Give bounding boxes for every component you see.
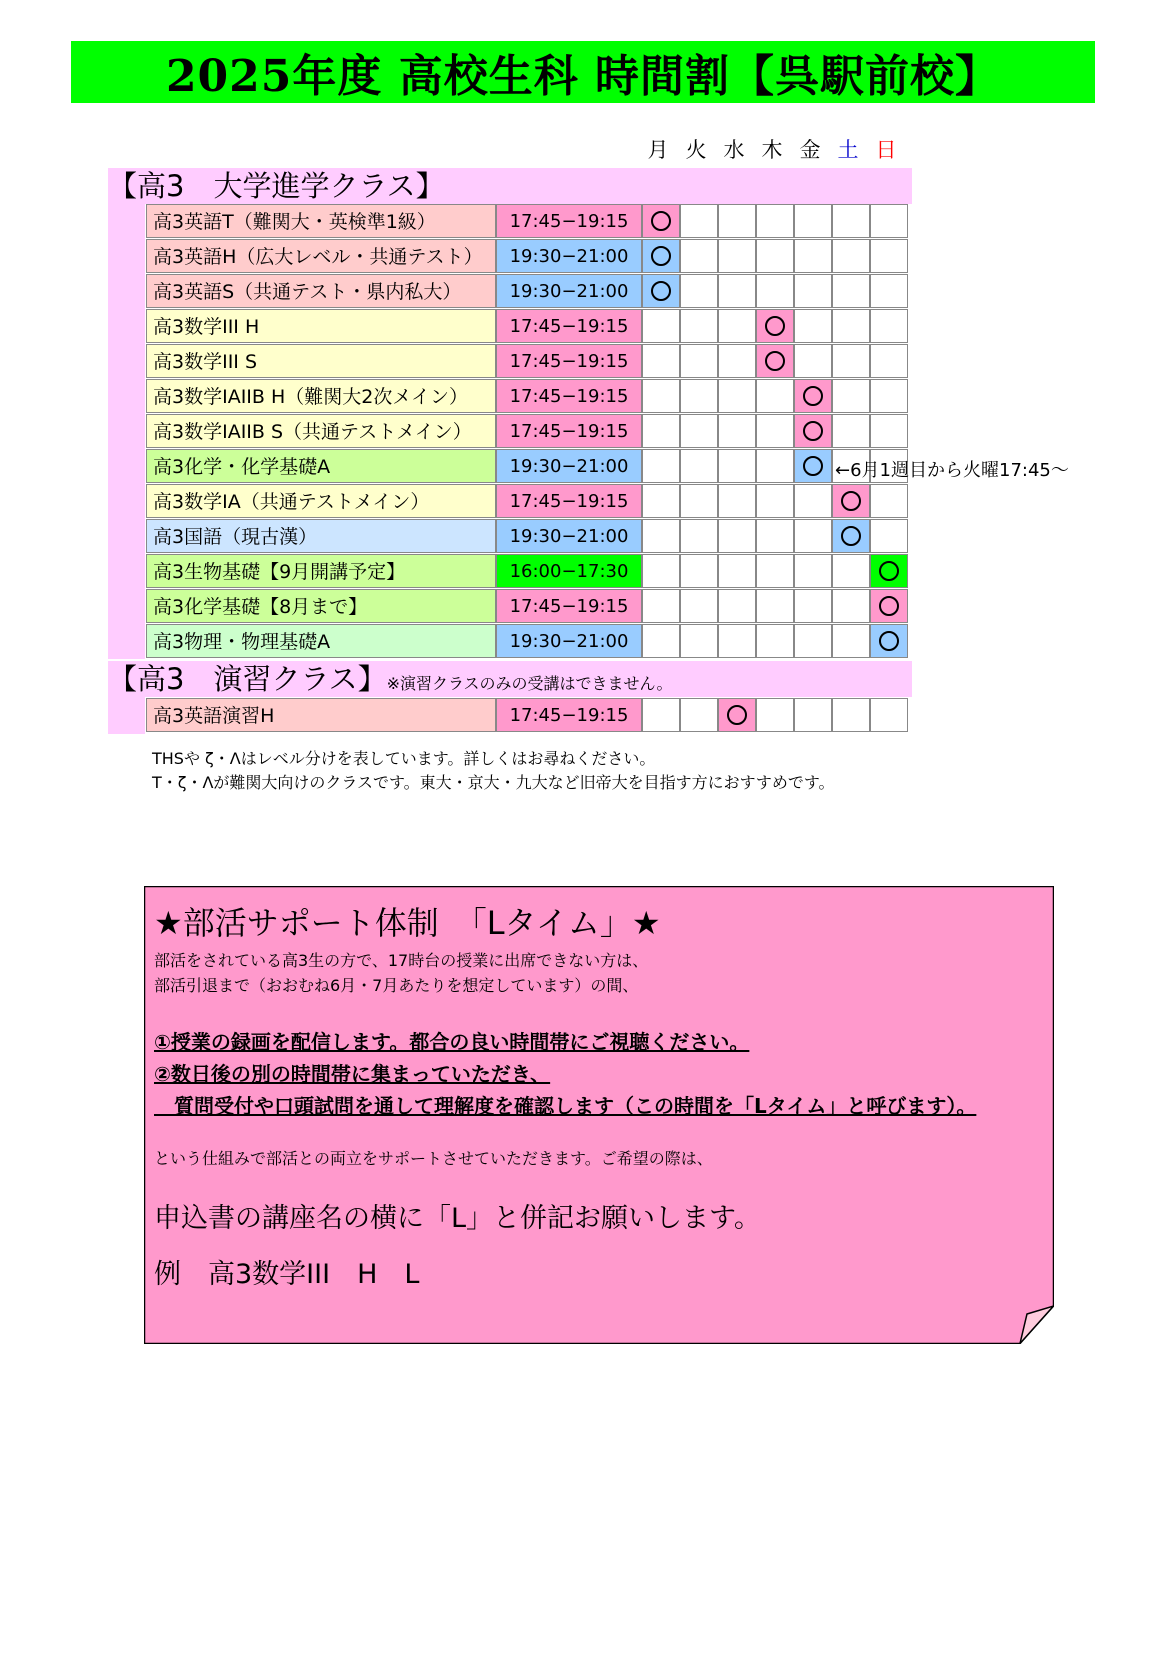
day-cell-6 [870,484,908,518]
course-time: 17:45−19:15 [496,698,642,732]
class-day-marker-icon [803,456,823,476]
day-cell-5 [832,344,870,378]
day-cell-0 [642,449,680,483]
course-name: 高3国語（現古漢） [146,519,496,553]
course-time: 17:45−19:15 [496,589,642,623]
day-cell-5 [832,379,870,413]
day-cell-6 [870,274,908,308]
day-cell-4 [794,309,832,343]
course-time: 19:30−21:00 [496,239,642,273]
day-cell-3 [756,344,794,378]
section-practice-sidebar [108,697,145,734]
day-cell-2 [718,344,756,378]
weekday-0: 月 [647,138,669,162]
course-name: 高3物理・物理基礎A [146,624,496,658]
course-name: 高3数学III S [146,344,496,378]
day-cell-2 [718,589,756,623]
day-cell-4 [794,484,832,518]
day-cell-6 [870,204,908,238]
day-cell-3 [756,624,794,658]
day-cell-5 [832,239,870,273]
day-cell-4 [794,204,832,238]
day-cell-5 [832,414,870,448]
day-cell-3 [756,484,794,518]
day-cell-1 [680,379,718,413]
day-cell-2 [718,309,756,343]
class-day-marker-icon [651,211,671,231]
day-cell-1 [680,698,718,732]
day-cell-5 [832,204,870,238]
day-cell-3 [756,589,794,623]
day-cell-2 [718,414,756,448]
day-cell-2 [718,624,756,658]
day-cell-6 [870,589,908,623]
weekday-6: 日 [875,138,897,162]
day-cell-4 [794,274,832,308]
class-day-marker-icon [765,316,785,336]
day-cell-5 [832,589,870,623]
course-name: 高3英語T（難関大・英検準1級） [146,204,496,238]
course-time: 19:30−21:00 [496,519,642,553]
day-cell-3 [756,309,794,343]
class-day-marker-icon [879,561,899,581]
support-point-2b: 質問受付や口頭試問を通して理解度を確認します（この時間を「Lタイム」と呼びます）。 [154,1094,977,1118]
day-cell-2 [718,239,756,273]
section-university-heading [108,168,912,204]
course-name: 高3数学IAIIB S（共通テストメイン） [146,414,496,448]
day-cell-6 [870,239,908,273]
support-heading: ★部活サポート体制 「Lタイム」★ [154,904,661,942]
section-university-sidebar [108,204,145,659]
course-time: 16:00−17:30 [496,554,642,588]
day-cell-2 [718,204,756,238]
day-cell-3 [756,239,794,273]
day-cell-0 [642,204,680,238]
day-cell-2 [718,449,756,483]
day-cell-0 [642,309,680,343]
class-day-marker-icon [803,386,823,406]
support-intro-1: 部活をされている高3生の方で、17時台の授業に出席できない方は、 [154,951,649,970]
weekday-2: 水 [723,138,745,162]
course-time: 17:45−19:15 [496,379,642,413]
day-cell-6 [870,698,908,732]
day-cell-1 [680,344,718,378]
day-cell-0 [642,554,680,588]
weekday-3: 木 [761,138,783,162]
day-cell-0 [642,274,680,308]
title-banner [71,41,1095,103]
day-cell-5 [832,309,870,343]
day-cell-1 [680,309,718,343]
day-cell-3 [756,449,794,483]
day-cell-1 [680,554,718,588]
day-cell-1 [680,589,718,623]
day-cell-4 [794,239,832,273]
course-name: 高3数学III H [146,309,496,343]
day-cell-5 [832,698,870,732]
day-cell-0 [642,414,680,448]
course-time: 17:45−19:15 [496,414,642,448]
class-day-marker-icon [879,631,899,651]
day-cell-4 [794,414,832,448]
day-cell-3 [756,698,794,732]
class-day-marker-icon [651,246,671,266]
day-cell-3 [756,379,794,413]
day-cell-0 [642,698,680,732]
day-cell-1 [680,519,718,553]
day-cell-6 [870,414,908,448]
page-title: 2025年度 高校生科 時間割【呉駅前校】 [165,51,1001,102]
course-time: 17:45−19:15 [496,484,642,518]
footnote-recommendation: T・ζ・Λが難関大向けのクラスです。東大・京大・九大など旧帝大を目指す方におすすめです。 [152,773,835,792]
day-cell-4 [794,449,832,483]
day-cell-5 [832,519,870,553]
day-cell-2 [718,519,756,553]
course-name: 高3英語S（共通テスト・県内私大） [146,274,496,308]
day-cell-4 [794,589,832,623]
day-cell-4 [794,698,832,732]
day-cell-1 [680,624,718,658]
day-cell-2 [718,379,756,413]
day-cell-6 [870,519,908,553]
day-cell-0 [642,624,680,658]
day-cell-4 [794,379,832,413]
weekday-5: 土 [837,138,859,162]
day-cell-5 [832,554,870,588]
course-name: 高3数学IA（共通テストメイン） [146,484,496,518]
day-cell-3 [756,519,794,553]
class-day-marker-icon [651,281,671,301]
class-day-marker-icon [727,705,747,725]
day-cell-1 [680,204,718,238]
day-cell-6 [870,309,908,343]
day-cell-4 [794,554,832,588]
class-day-marker-icon [803,421,823,441]
weekday-4: 金 [799,138,821,162]
day-cell-6 [870,344,908,378]
day-cell-0 [642,344,680,378]
course-time: 19:30−21:00 [496,449,642,483]
footnote-levels: THSや ζ・Λはレベル分けを表しています。詳しくはお尋ねください。 [152,749,656,768]
course-time: 17:45−19:15 [496,204,642,238]
class-day-marker-icon [879,596,899,616]
day-cell-0 [642,379,680,413]
day-cell-1 [680,239,718,273]
section-practice-note: ※演習クラスのみの受講はできません。 [386,674,673,693]
class-day-marker-icon [765,351,785,371]
day-cell-3 [756,414,794,448]
day-cell-0 [642,589,680,623]
weekday-header [0,134,1166,166]
course-name: 高3英語H（広大レベル・共通テスト） [146,239,496,273]
support-point-2a: ②数日後の別の時間帯に集まっていただき、 [154,1062,551,1086]
day-cell-6 [870,379,908,413]
course-time: 17:45−19:15 [496,344,642,378]
course-time: 19:30−21:00 [496,274,642,308]
class-day-marker-icon [841,526,861,546]
course-name: 高3英語演習H [146,698,496,732]
day-cell-4 [794,344,832,378]
day-cell-3 [756,554,794,588]
section-university-title: 【高3 大学進学クラス】 [108,169,445,203]
class-day-marker-icon [841,491,861,511]
day-cell-4 [794,624,832,658]
day-cell-2 [718,484,756,518]
day-cell-5 [832,484,870,518]
course-time: 19:30−21:00 [496,624,642,658]
day-cell-2 [718,554,756,588]
course-name: 高3生物基礎【9月開講予定】 [146,554,496,588]
day-cell-6 [870,554,908,588]
day-cell-1 [680,414,718,448]
section-practice-title: 【高3 演習クラス】 [108,662,387,696]
day-cell-2 [718,274,756,308]
day-cell-5 [832,624,870,658]
section-practice-heading [108,661,912,697]
support-example: 例 高3数学III H L [154,1259,420,1290]
day-cell-4 [794,519,832,553]
course-name: 高3化学基礎【8月まで】 [146,589,496,623]
weekday-1: 火 [685,138,707,162]
course-name: 高3化学・化学基礎A [146,449,496,483]
day-cell-0 [642,519,680,553]
day-cell-3 [756,204,794,238]
day-cell-1 [680,449,718,483]
day-cell-6 [870,624,908,658]
support-request: 申込書の講座名の横に「L」と併記お願いします。 [154,1203,761,1234]
course-time: 17:45−19:15 [496,309,642,343]
support-intro-2: 部活引退まで（おおむね6月・7月あたりを想定しています）の間、 [154,976,639,995]
day-cell-1 [680,274,718,308]
day-cell-0 [642,239,680,273]
day-cell-0 [642,484,680,518]
day-cell-3 [756,274,794,308]
support-point-1: ①授業の録画を配信します。都合の良い時間帯にご視聴ください。 [154,1030,750,1054]
course-name: 高3数学IAIIB H（難関大2次メイン） [146,379,496,413]
schedule-change-note: ←6月1週目から火曜17:45〜 [835,460,1069,481]
day-cell-2 [718,698,756,732]
day-cell-1 [680,484,718,518]
support-outro: という仕組みで部活との両立をサポートさせていただきます。ご希望の際は、 [154,1149,713,1168]
day-cell-5 [832,274,870,308]
